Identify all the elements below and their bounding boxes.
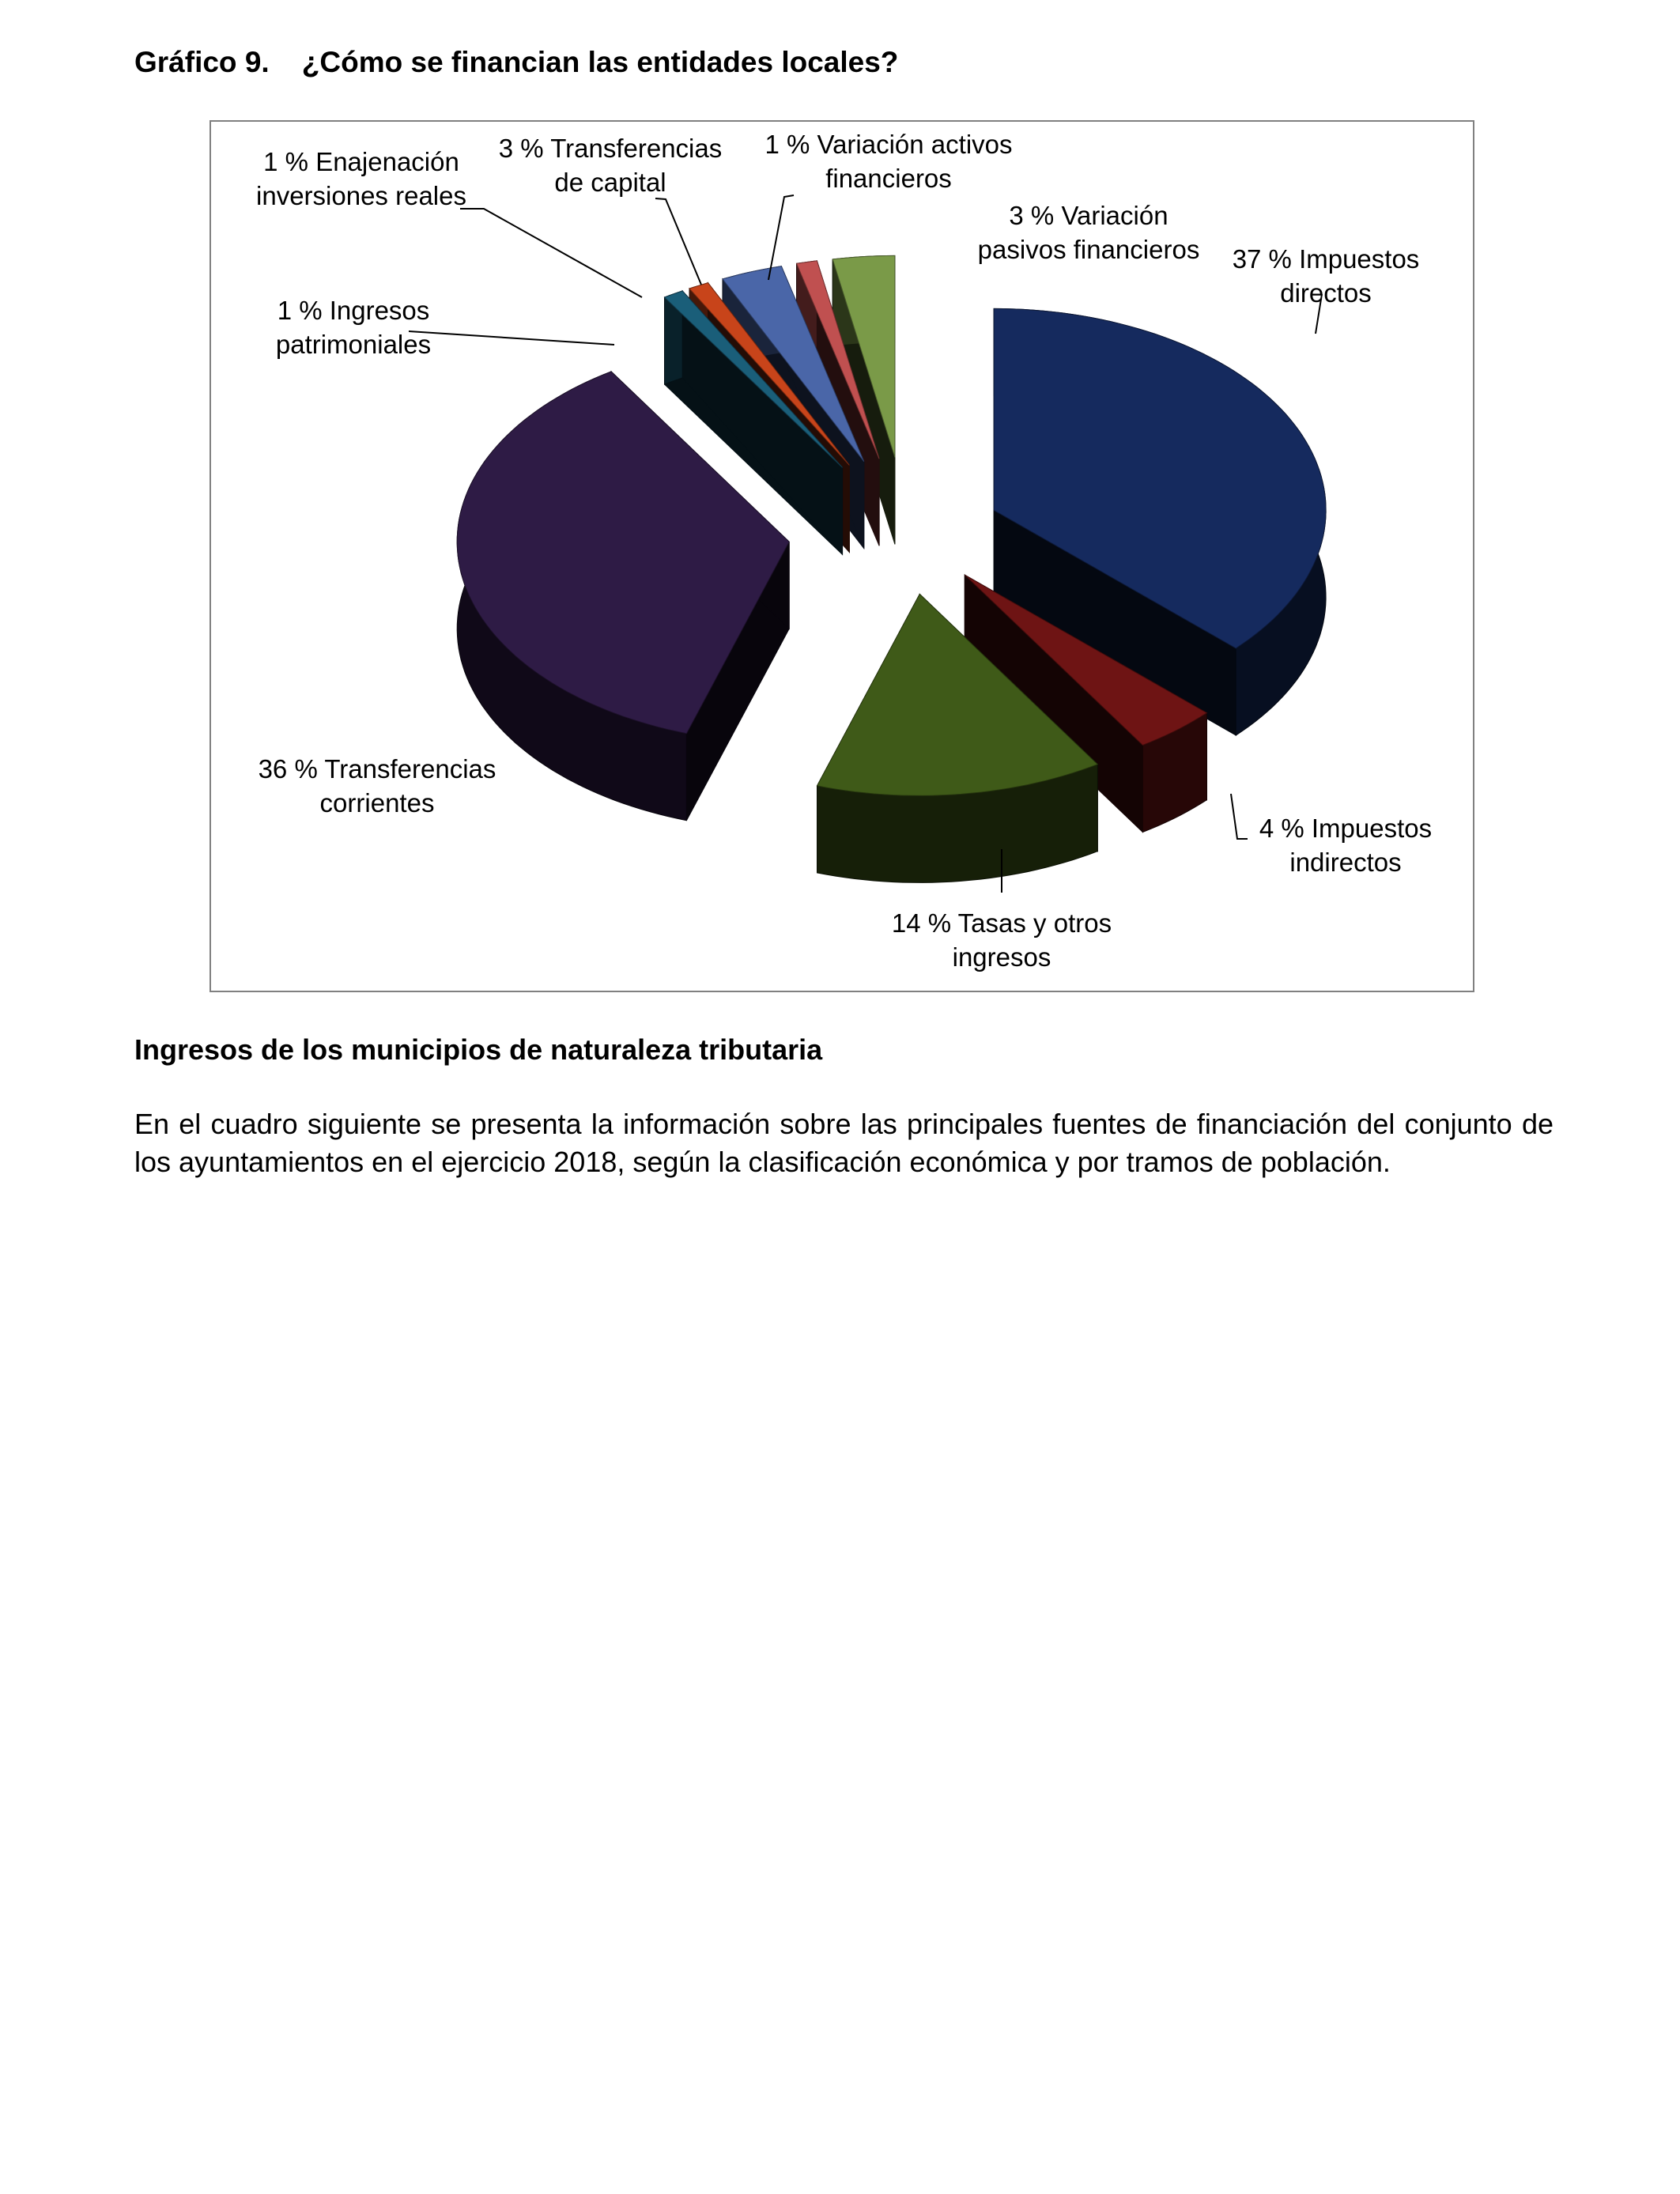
- slice-label-line: 1 % Ingresos: [277, 296, 430, 325]
- slice-label-line: 1 % Enajenación: [263, 147, 459, 176]
- slice-label-line: directos: [1280, 278, 1372, 308]
- slice-label-line: 3 % Transferencias: [498, 134, 723, 163]
- slice-label: [764, 130, 1012, 193]
- slice-label: [276, 296, 431, 359]
- leader-line: [409, 331, 614, 345]
- figure-title: Gráfico 9. ¿Cómo se financian las entidades locales?: [134, 46, 899, 78]
- slice-label: [256, 147, 466, 210]
- slice-label-line: patrimoniales: [275, 330, 432, 359]
- pie-chart: [210, 120, 1474, 992]
- slice-label: [499, 134, 722, 197]
- slice-label-line: 14 % Tasas y otros: [891, 908, 1112, 938]
- slice-label-line: 4 % Impuestos: [1259, 814, 1433, 843]
- slice-label-line: financieros: [825, 164, 952, 193]
- leader-line: [655, 198, 701, 285]
- section-heading: Ingresos de los municipios de naturaleza tributaria: [134, 1033, 823, 1066]
- leader-line: [1231, 794, 1248, 839]
- slice-label-line: de capital: [554, 168, 666, 197]
- slice-label: [1233, 244, 1420, 308]
- slice-label-line: 1 % Variación activos: [764, 130, 1013, 159]
- slice-label: [978, 201, 1200, 264]
- slice-label-line: pasivos financieros: [977, 235, 1200, 264]
- slice-label-line: corrientes: [319, 788, 435, 818]
- section-paragraph: En el cuadro siguiente se presenta la información sobre las principales fuentes de financiación del conjunto de los ayuntamientos en el ejercicio 2018, según la clasificación económica y por tramos de población.: [134, 1108, 1554, 1178]
- slice-label: [259, 754, 496, 818]
- slice-label: [892, 908, 1112, 972]
- slice-label-line: 37 % Impuestos: [1232, 244, 1420, 274]
- slice-label-line: inversiones reales: [256, 181, 466, 210]
- leader-line: [460, 209, 642, 297]
- slice-label-line: ingresos: [952, 942, 1051, 972]
- slice-label: [1259, 814, 1432, 877]
- slice-label-line: 3 % Variación: [1009, 201, 1168, 230]
- slice-label-line: indirectos: [1289, 848, 1402, 877]
- slice-label-line: 36 % Transferencias: [258, 754, 496, 784]
- pie-chart-svg: [211, 122, 1476, 994]
